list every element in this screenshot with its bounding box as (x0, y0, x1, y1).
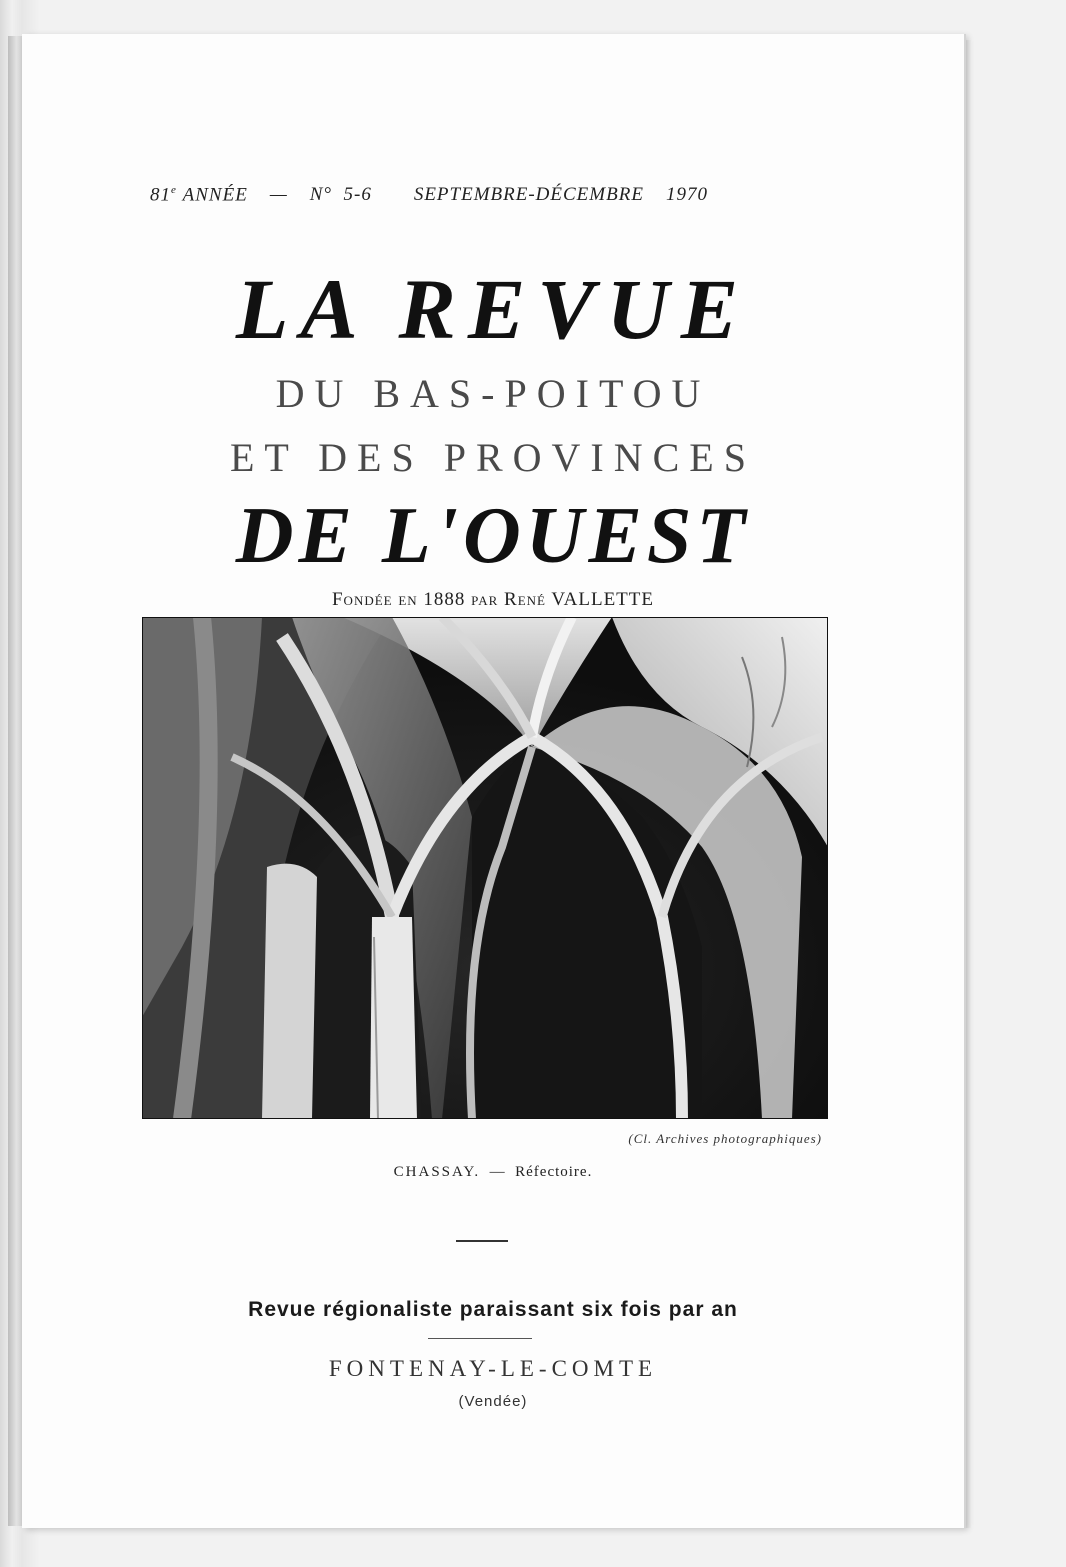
issue-year-suffix: e (171, 184, 177, 196)
issue-year-number: 81 (150, 184, 171, 206)
caption-room: Réfectoire. (515, 1164, 593, 1180)
issue-number-label: N° (309, 184, 332, 205)
photo-caption (22, 1164, 964, 1181)
issue-number-value: 5-6 (343, 184, 372, 205)
tagline: Revue régionaliste paraissant six fois par an (248, 1298, 738, 1321)
caption-separator: — (489, 1164, 506, 1180)
cover-photo-refectory (142, 617, 828, 1119)
issue-period: SEPTEMBRE-DÉCEMBRE (413, 184, 644, 205)
cover-page (22, 34, 964, 1528)
issue-number-group (310, 184, 372, 206)
book-spine (8, 36, 22, 1526)
caption-place: CHASSAY. (393, 1164, 481, 1180)
issue-year-word: ANNÉE (182, 184, 248, 206)
divider-rule (428, 1338, 532, 1339)
vaulted-ceiling-illustration (142, 617, 828, 1119)
issue-line (150, 184, 850, 206)
title-de-l-ouest: DE L'OUEST (235, 492, 751, 580)
founded-line: Fondée en 1888 par René VALLETTE (331, 589, 655, 610)
issue-separator: — (269, 184, 288, 205)
subtitle-bas-poitou: DU BAS-POITOU (275, 371, 711, 416)
publisher-department: (Vendée) (458, 1393, 528, 1410)
decorative-rule (456, 1240, 508, 1242)
photo-credit: (Cl. Archives photographiques) (628, 1131, 822, 1146)
issue-year-group (150, 184, 248, 206)
subtitle-provinces: ET DES PROVINCES (230, 435, 756, 480)
title-la-revue: LA REVUE (235, 261, 751, 357)
issue-year: 1970 (665, 184, 708, 205)
page-edge (964, 40, 972, 1528)
publisher-city: FONTENAY-LE-COMTE (328, 1356, 658, 1381)
